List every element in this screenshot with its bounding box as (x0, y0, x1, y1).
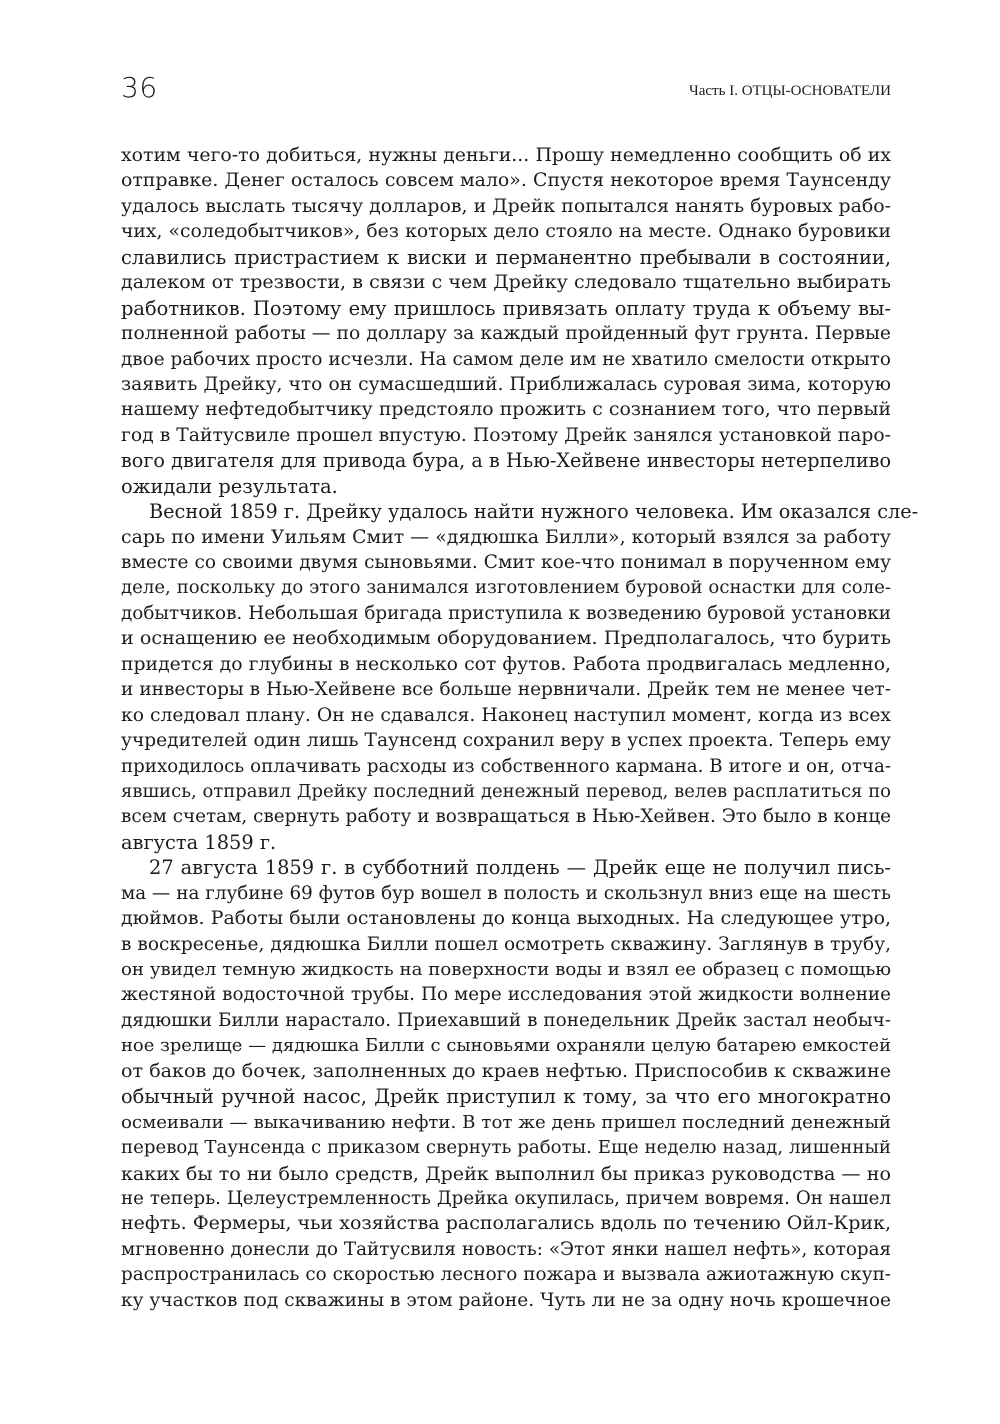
text-line: год в Тайтусвиле прошел впустую. Поэтому Дрейк занялся установкой паро- (121, 424, 891, 446)
text-line: ма — на глубине 69 футов бур вошел в полость и скользнул вниз еще на шесть (121, 882, 891, 904)
text-line: от баков до бочек, заполненных до краев нефтью. Приспособив к скважине (121, 1059, 891, 1082)
text-line: явшись, отправил Дрейку последний денежный перевод, велев расплатиться по (121, 780, 891, 802)
text-line: далеком от трезвости, в связи с чем Дрейку следовало тщательно выбирать (121, 271, 891, 294)
text-line: ко следовал плану. Он не сдавался. Наконец наступил момент, когда из всех (121, 704, 891, 726)
text-line: чих, «соледобытчиков», без которых дело стояло на месте. Однако буровики (121, 221, 891, 243)
paragraph-first-line: 27 августа 1859 г. в субботний полдень — Дрейк еще не получил пись- (149, 856, 891, 880)
text-line: вместе со своими двумя сыновьями. Смит кое-что понимал в порученном ему (121, 552, 891, 573)
text-line: осмеивали — выкачиванию нефти. В тот же день пришел последний денежный (121, 1111, 891, 1133)
paragraph-first-line: Весной 1859 г. Дрейку удалось найти нужного человека. Им оказался сле- (149, 500, 919, 524)
page-number: 36 (121, 71, 158, 104)
paragraph-end-line: ожидали результата. (121, 474, 338, 498)
text-line: нефть. Фермеры, чьи хозяйства располагались вдоль по течению Ойл-Крик, (121, 1212, 891, 1235)
text-line: работников. Поэтому ему пришлось привязать оплату труда к объему вы- (121, 296, 891, 320)
text-line: мгновенно донесли до Тайтусвиля новость: «Этот янки нашел нефть», которая (121, 1238, 891, 1260)
text-line: заявить Дрейку, что он сумасшедший. Приближалась суровая зима, которую (121, 373, 891, 395)
text-line: двое рабочих просто исчезли. На самом деле им не хватило смелости открыто (121, 348, 891, 370)
text-line: ку участков под скважины в этом районе. Чуть ли не за одну ночь крошечное (121, 1289, 891, 1311)
text-line: нашему нефтедобытчику предстояло прожить с сознанием того, что первый (121, 399, 891, 421)
body-text (121, 143, 919, 1313)
text-line: дядюшки Билли нарастало. Приехавший в понедельник Дрейк застал необыч- (121, 1009, 891, 1031)
text-line: полненной работы — по доллару за каждый пройденный фут грунта. Первые (121, 323, 891, 345)
text-line: обычный ручной насос, Дрейк приступил к тому, за что его многократно (121, 1085, 891, 1109)
text-line: распространилась со скоростью лесного пожара и вызвала ажиотажную скуп- (121, 1264, 891, 1286)
running-header: Часть I. ОТЦЫ-ОСНОВАТЕЛИ (688, 83, 891, 99)
text-line: и оснащению ее необходимым оборудованием. Предполагалось, что бурить (121, 627, 891, 650)
text-line: удалось выслать тысячу долларов, и Дрейк попытался нанять буровых рабо- (121, 194, 891, 217)
text-line: деле, поскольку до этого занимался изготовлением буровой оснастки для соле- (121, 577, 891, 599)
text-line: отправке. Денег осталось совсем мало». Спустя некоторое время Таунсенду (121, 169, 891, 192)
text-line: он увидел темную жидкость на поверхности воды и взял ее образец с помощью (121, 959, 891, 980)
text-line: славились пристрастием к виски и перманентно пребывали в состоянии, (121, 245, 891, 269)
text-line: придется до глубины в несколько сот футов. Работа продвигалась медленно, (121, 653, 891, 675)
text-line: хотим чего-то добиться, нужны деньги... Прошу немедленно сообщить об их (121, 144, 891, 166)
text-line: и инвесторы в Нью-Хейвене все больше нервничали. Дрейк тем не менее чет- (121, 679, 891, 701)
text-line: всем счетам, свернуть работу и возвращаться в Нью-Хейвен. Это было в конце (121, 806, 891, 828)
text-line: каких бы то ни было средств, Дрейк выполнил бы приказ руководства — но (121, 1161, 891, 1185)
text-line: перевод Таунсенда с приказом свернуть работы. Еще неделю назад, лишенный (121, 1137, 891, 1159)
text-line: дюймов. Работы были остановлены до конца выходных. На следующее утро, (121, 907, 891, 930)
text-line: сарь по имени Уильям Смит — «дядюшка Билли», который взялся за работу (121, 525, 891, 548)
text-line: не теперь. Целеустремленность Дрейка окупилась, причем вовремя. Он нашел (121, 1187, 891, 1209)
text-line: приходилось оплачивать расходы из собственного кармана. В итоге и он, отча- (121, 755, 891, 777)
text-line: в воскресенье, дядюшка Билли пошел осмотреть скважину. Заглянув в трубу, (121, 933, 891, 955)
paragraph-end-line: августа 1859 г. (121, 830, 277, 854)
text-line: учредителей один лишь Таунсенд сохранил веру в успех проекта. Теперь ему (121, 730, 891, 752)
text-line: вого двигателя для привода бура, а в Нью-Хейвене инвесторы нетерпеливо (121, 449, 891, 473)
text-line: добытчиков. Небольшая бригада приступила к возведению буровой установки (121, 602, 891, 624)
text-line: ное зрелище — дядюшка Билли с сыновьями охраняли целую батарею емкостей (121, 1035, 891, 1057)
text-line: жестяной водосточной трубы. По мере исследования этой жидкости волнение (121, 984, 891, 1006)
